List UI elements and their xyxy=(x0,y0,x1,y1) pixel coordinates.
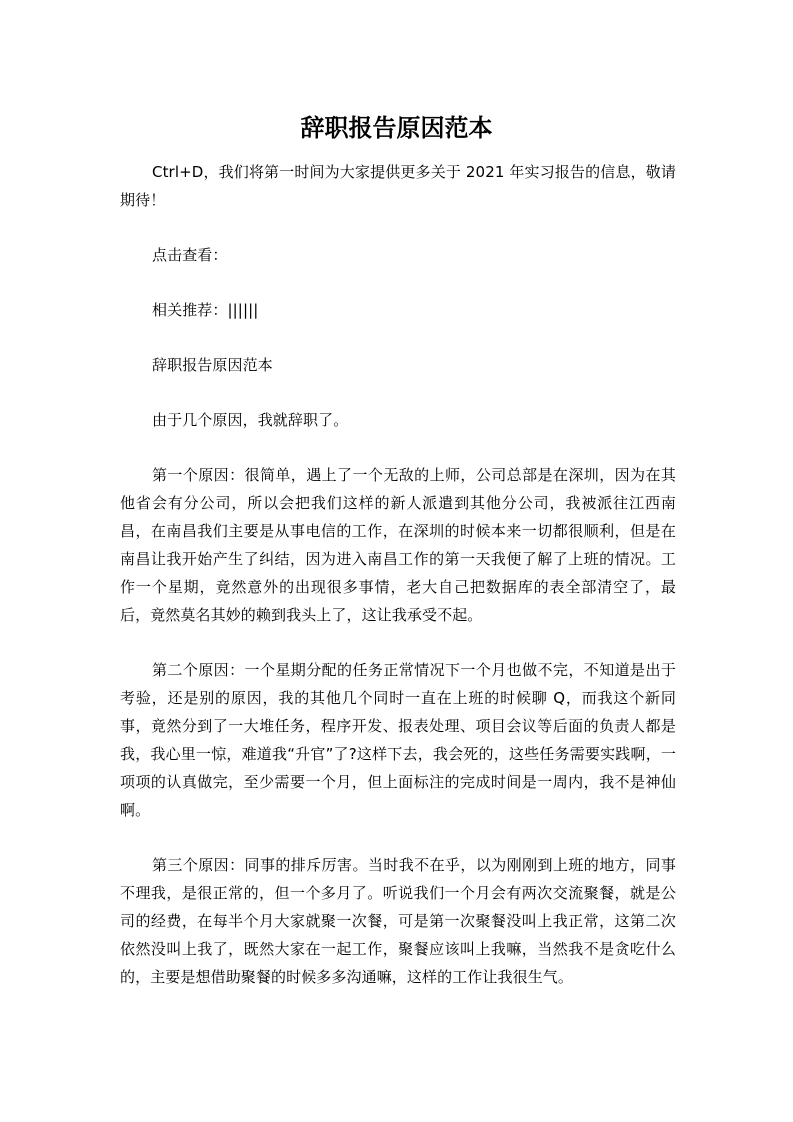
paragraph-reason-one: 第一个原因：很简单，遇上了一个无敌的上师，公司总部是在深圳，因为在其他省会有分公司，所以会把我们这样的新人派遣到其他分公司，我被派往江西南昌，在南昌我们主要是从事电信的工作，在深圳的时候本来一切都很顺利，但是在南昌让我开始产生了纠结，因为进入南昌工作的第一天我便了解了上班的情况。工作一个星期，竟然意外的出现很多事情，老大自己把数据库的表全部清空了，最后，竟然莫名其妙的赖到我头上了，这让我承受不起。 xyxy=(120,466,676,624)
paragraph-reasons-summary: 由于几个原因，我就辞职了。 xyxy=(152,411,349,429)
document-body xyxy=(120,158,676,991)
paragraph-subtitle: 辞职报告原因范本 xyxy=(152,356,273,374)
paragraph-click-view: 点击查看： xyxy=(152,246,228,264)
paragraph-intro: Ctrl+D，我们将第一时间为大家提供更多关于 2021 年实习报告的信息，敬请期待！ xyxy=(120,163,676,209)
paragraph-reason-three: 第三个原因：同事的排斥厉害。当时我不在乎，以为刚刚到上班的地方，同事不理我，是很正常的，但一个多月了。听说我们一个月会有两次交流聚餐，就是公司的经费，在每半个月大家就聚一次餐，可是第一次聚餐没叫上我正常，这第二次依然没叫上我了，既然大家在一起工作，聚餐应该叫上我嘛，当然我不是贪吃什么的，主要是想借助聚餐的时候多多沟通嘛，这样的工作让我很生气。 xyxy=(120,856,676,986)
paragraph-related-recommendations: 相关推荐：|||||| xyxy=(152,301,259,319)
document-title: 辞职报告原因范本 xyxy=(300,114,493,142)
paragraph-reason-two: 第二个原因：一个星期分配的任务正常情况下一个月也做不完，不知道是出于考验，还是别的原因，我的其他几个同时一直在上班的时候聊 Q，而我这个新同事，竟然分到了一大堆任务，程序开发、报表处理、项目会议等后面的负责人都是我，我心里一惊，难道我“升官”了?这样下去，我会死的，这些任务需要实践啊，一项项的认真做完，至少需要一个月，但上面标注的完成时间是一周内，我不是神仙啊。 xyxy=(120,661,676,819)
